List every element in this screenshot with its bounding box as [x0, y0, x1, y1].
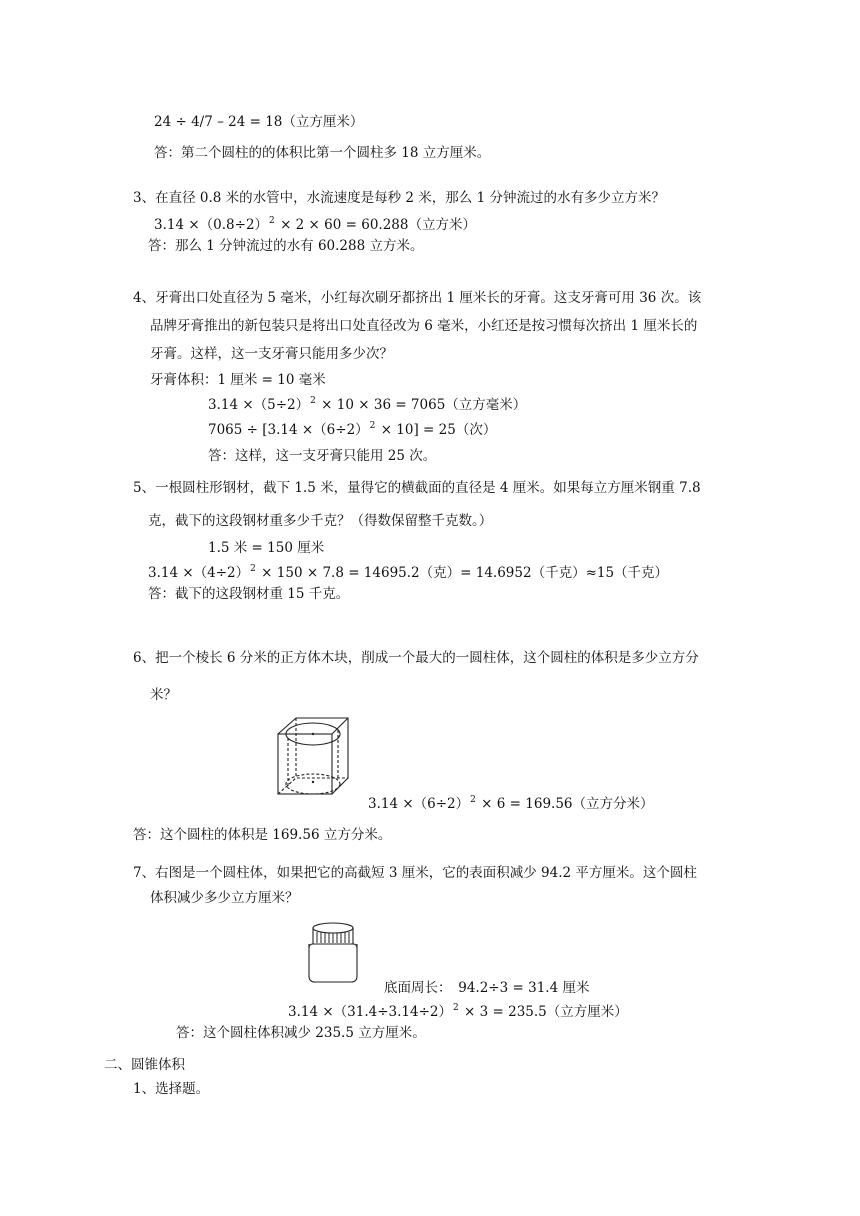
calc-text: 7065 ÷ [3.14 ×（6÷2） [208, 422, 369, 438]
calc-line-4a: 牙膏体积：1 厘米 = 10 毫米 [150, 372, 326, 388]
answer-line-5: 答：截下的这段钢材重 15 千克。 [148, 586, 350, 602]
calc-line-4b [208, 397, 526, 413]
calc-line-1: 24 ÷ 4/7 – 24 = 18（立方厘米） [154, 114, 364, 130]
calc-line-6 [368, 796, 654, 812]
subsection-1: 1、选择题。 [133, 1081, 210, 1097]
answer-line-4: 答：这样，这一支牙膏只能用 25 次。 [208, 448, 437, 464]
calc-text: × 10 × 36 = 7065（立方毫米） [316, 397, 527, 413]
calc-text: × 3 = 235.5（立方厘米） [459, 1004, 628, 1020]
exponent: 2 [310, 396, 316, 406]
problem-4-line-2: 品牌牙膏推出的新包装只是将出口处直径改为 6 毫米，小红还是按习惯每次挤出 1 厘米长的 [150, 318, 698, 334]
exponent: 2 [369, 421, 376, 431]
calc-text: 3.14 ×（4÷2） [148, 565, 250, 581]
calc-text: × 10] = 25（次） [376, 422, 497, 438]
problem-4-line-1: 4、牙膏出口处直径为 5 毫米，小红每次刷牙都挤出 1 厘米长的牙膏。这支牙膏可用 36 次。该 [133, 290, 702, 306]
calc-line-5a: 1.5 米 = 150 厘米 [208, 540, 325, 556]
problem-4-line-3: 牙膏。这样，这一支牙膏只能用多少次？ [150, 346, 393, 362]
calc-text: × 150 × 7.8 = 14695.2（克）= 14.6952（千克）≈15（千克） [256, 565, 669, 581]
problem-7-line-2: 体积减少多少立方厘米？ [150, 890, 299, 906]
answer-line-6: 答：这个圆柱的体积是 169.56 立方分米。 [133, 827, 392, 843]
cube-cylinder-figure [276, 716, 352, 798]
exponent: 2 [250, 564, 256, 574]
problem-6-line-2: 米？ [150, 687, 177, 703]
problem-6-line-1: 6、把一个棱长 6 分米的正方体木块，削成一个最大的一圆柱体，这个圆柱的体积是多少立方分 [133, 650, 699, 666]
calc-line-7a: 底面周长： 94.2÷3 = 31.4 厘米 [384, 980, 590, 996]
problem-7-line-1: 7、右图是一个圆柱体，如果把它的高截短 3 厘米，它的表面积减少 94.2 平方厘米。这个圆柱 [133, 865, 697, 881]
exponent: 2 [453, 1003, 459, 1013]
calc-text: 3.14 ×（6÷2） [368, 796, 470, 812]
calc-text: 3.14 ×（5÷2） [208, 397, 310, 413]
section-heading-2: 二、圆锥体积 [104, 1057, 185, 1073]
answer-line-3: 答：那么 1 分钟流过的水有 60.288 立方米。 [148, 238, 424, 254]
problem-3: 3、在直径 0.8 米的水管中，水流速度是每秒 2 米，那么 1 分钟流过的水有多少立方米？ [133, 190, 665, 206]
answer-line-1: 答：第二个圆柱的的体积比第一个圆柱多 18 立方厘米。 [154, 145, 491, 161]
calc-text: × 6 = 169.56（立方分米） [476, 796, 654, 812]
problem-5-line-2: 克，截下的这段钢材重多少千克？（得数保留整千克数。） [148, 513, 493, 529]
calc-line-4c [208, 422, 496, 438]
answer-line-7: 答：这个圆柱体积减少 235.5 立方厘米。 [176, 1025, 426, 1041]
problem-5-line-1: 5、一根圆柱形钢材，截下 1.5 米，量得它的横截面的直径是 4 厘米。如果每立方厘米钢重 7.8 [133, 480, 701, 496]
cylinder-jar-figure [306, 920, 360, 984]
exponent: 2 [269, 216, 275, 226]
calc-text: × 2 × 60 = 60.288（立方米） [275, 217, 476, 233]
calc-line-7b [288, 1004, 628, 1020]
calc-line-3 [154, 217, 476, 233]
calc-text: 3.14 ×（0.8÷2） [154, 217, 269, 233]
calc-line-5b [148, 565, 668, 581]
calc-text: 3.14 ×（31.4÷3.14÷2） [288, 1004, 452, 1020]
exponent: 2 [470, 795, 476, 805]
